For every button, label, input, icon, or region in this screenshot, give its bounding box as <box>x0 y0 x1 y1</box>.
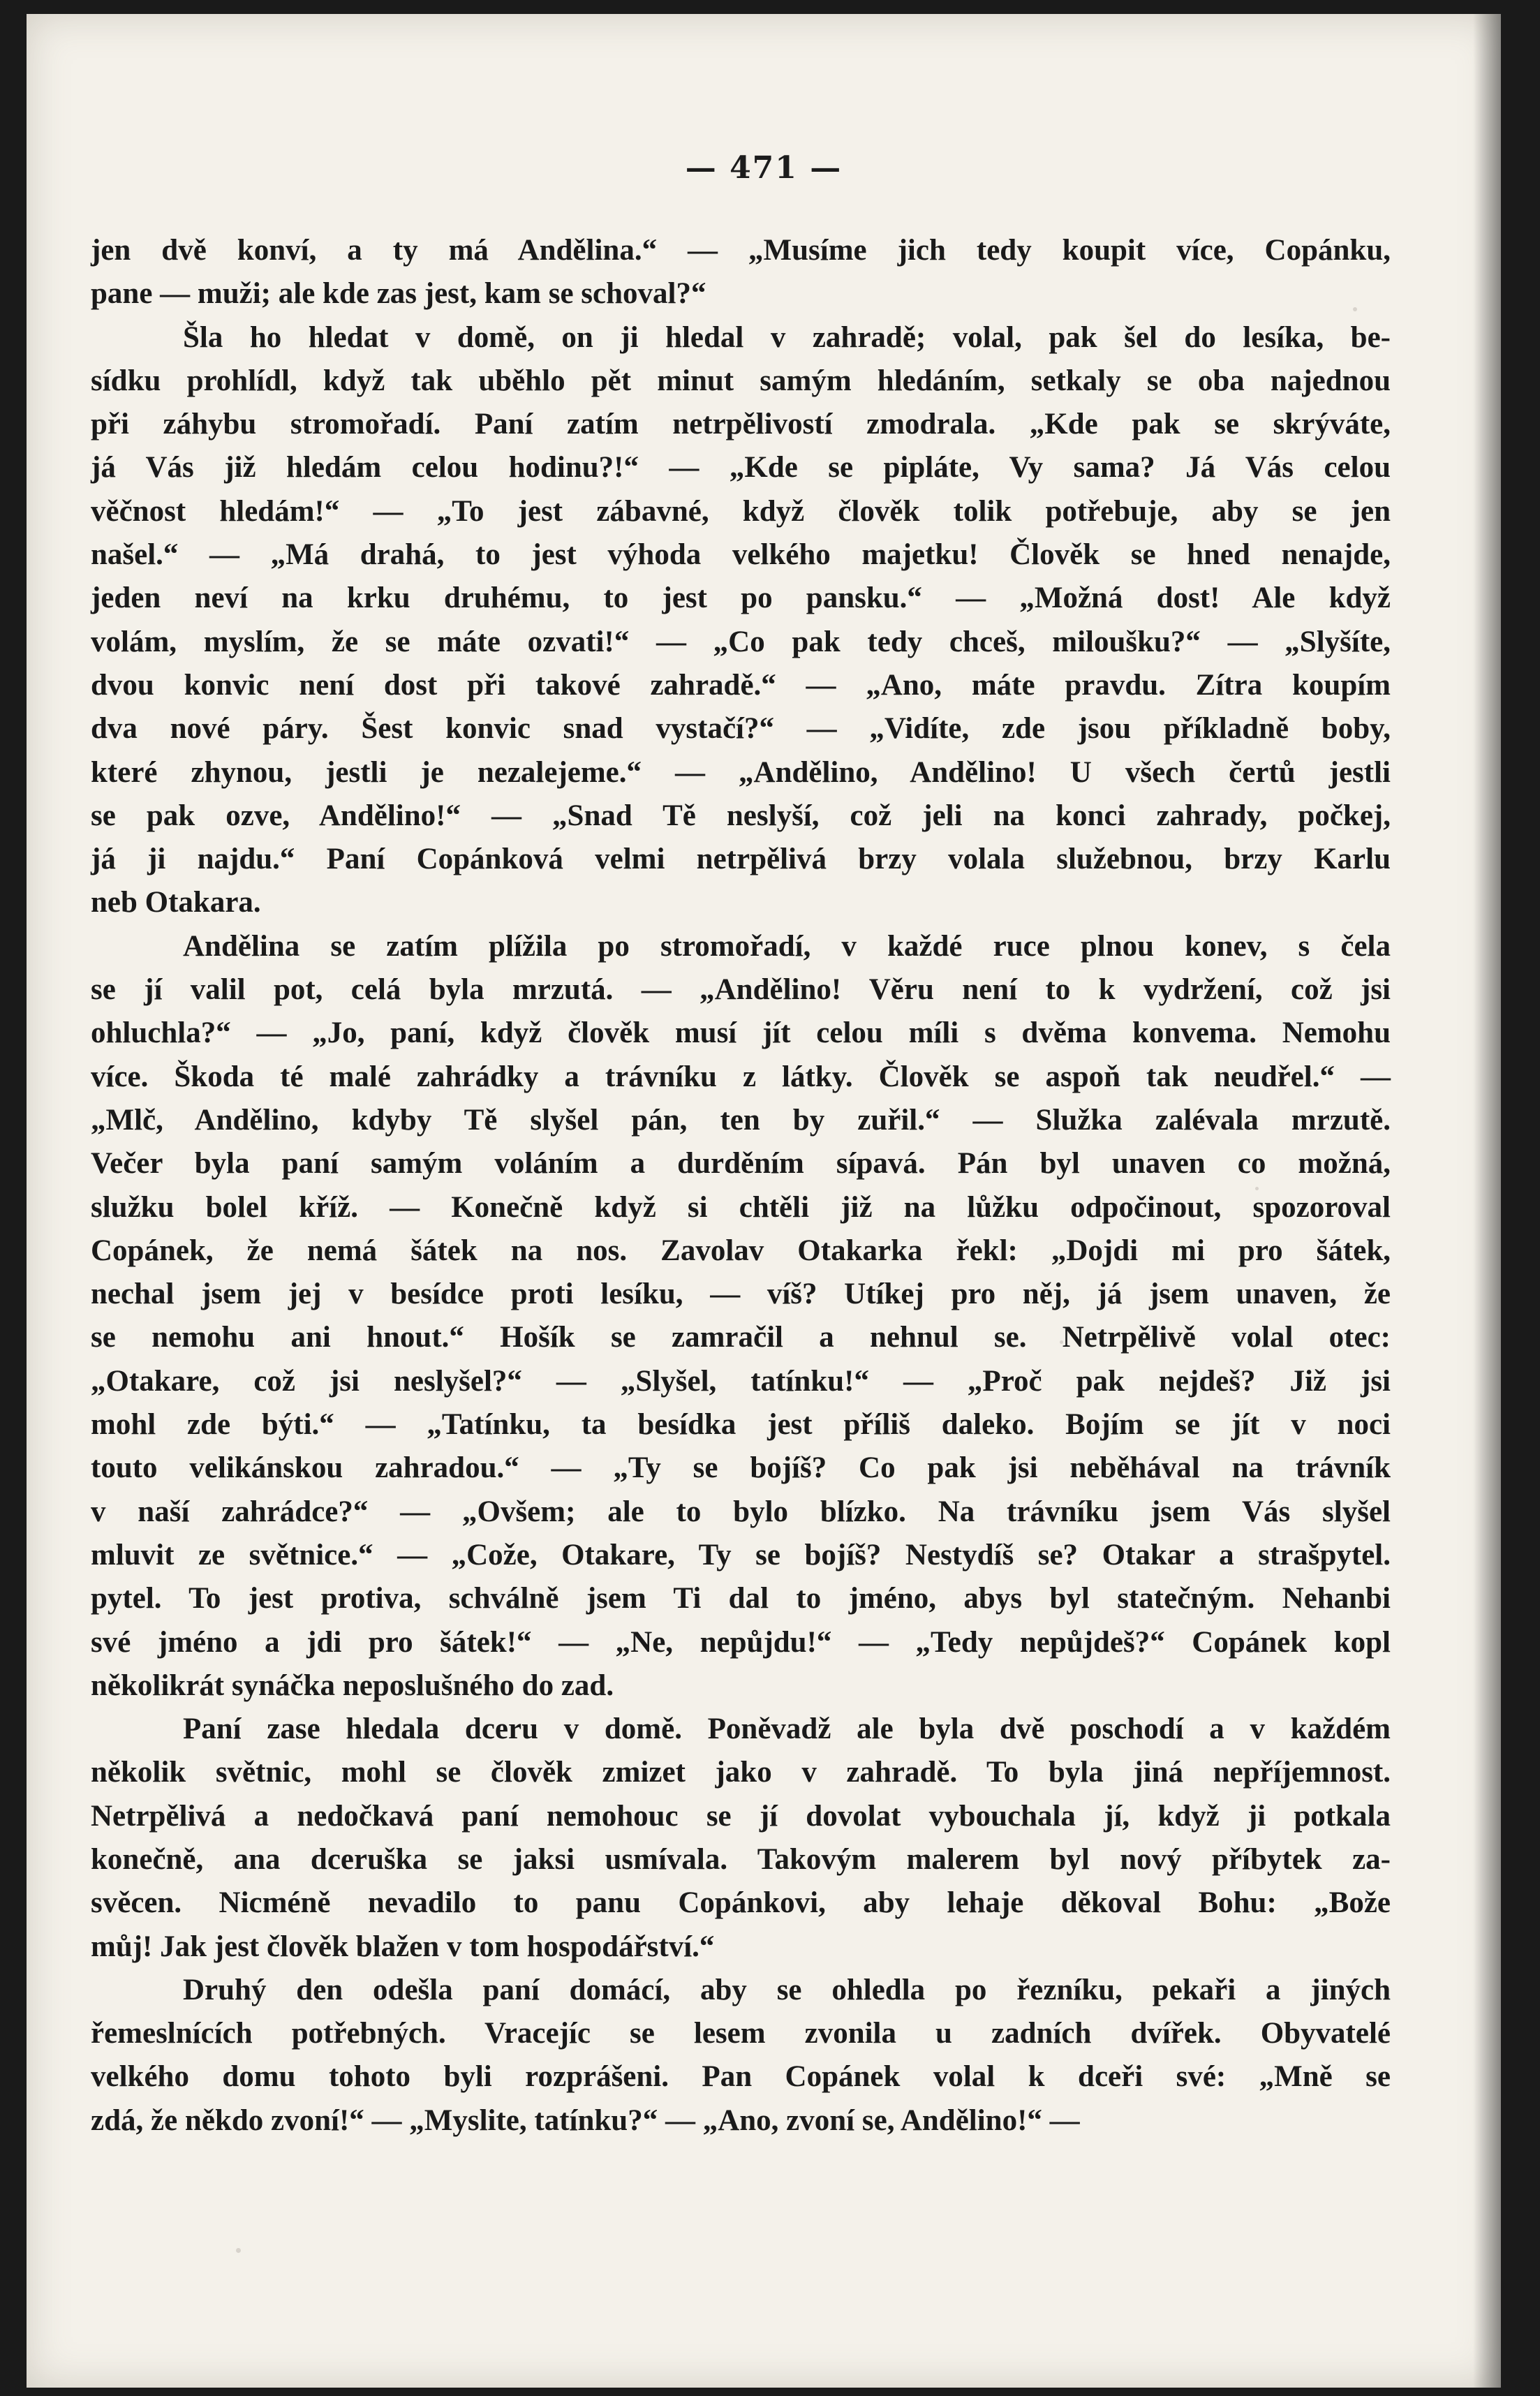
text-line: Paní zase hledala dceru v domě. Poněvadž ale byla dvě poschodí a v každém <box>183 1713 1391 1746</box>
text-line: v naší zahrádce?“ — „Ovšem; ale to bylo blízko. Na trávníku jsem Vás slyšel <box>91 1495 1391 1528</box>
text-line: dva nové páry. Šest konvic snad vystačí?“ — „Vidíte, zde jsou příkladně boby, <box>91 712 1391 746</box>
text-line: velkého domu tohoto byli rozprášeni. Pan Copánek volal k dceři své: „Mně se <box>91 2060 1391 2094</box>
text-line: nechal jsem jej v besídce proti lesíku, — víš? Utíkej pro něj, já jsem unaven, že <box>91 1278 1391 1311</box>
text-line: neb Otakara. <box>91 886 261 919</box>
text-line: Netrpělivá a nedočkavá paní nemohouc se jí dovolat vybouchala jí, když ji potkala <box>91 1799 1391 1833</box>
text-line: „Mlč, Andělino, kdyby Tě slyšel pán, ten by zuřil.“ — Služka zalévala mrzutě. <box>91 1103 1391 1137</box>
text-line: řemeslnících potřebných. Vracejíc se lesem zvonila u zadních dvířek. Obyvatelé <box>91 2017 1391 2050</box>
paragraph <box>91 229 1391 316</box>
text-line: Copánek, že nemá šátek na nos. Zavolav Otakarka řekl: „Dojdi mi pro šátek, <box>91 1234 1391 1267</box>
text-line: se nemohu ani hnout.“ Hošík se zamračil a nehnul se. Netrpělivě volal otec: <box>91 1321 1391 1354</box>
paragraph <box>91 925 1391 1708</box>
text-line: dvou konvic není dost při takové zahradě.“ — „Ano, máte pravdu. Zítra koupím <box>91 668 1391 702</box>
text-line: já ji najdu.“ Paní Copánková velmi netrpělivá brzy volala služebnou, brzy Karlu <box>91 843 1391 876</box>
body-text <box>91 229 1391 2143</box>
text-line: Večer byla paní samým voláním a durděním sípavá. Pán byl unaven co možná, <box>91 1147 1391 1181</box>
text-line: našel.“ — „Má drahá, to jest výhoda velkého majetku! Člověk se hned nenajde, <box>91 538 1391 572</box>
paragraph <box>91 1708 1391 1969</box>
text-line: konečně, ana dceruška se jaksi usmívala. Takovým malerem byl nový příbytek za- <box>91 1842 1391 1876</box>
text-line: jen dvě konví, a ty má Andělina.“ — „Musíme jich tedy koupit více, Copánku, <box>91 234 1391 267</box>
page-number: — 471 — <box>685 150 843 186</box>
text-line: několik světnic, mohl se člověk zmizet jako v zahradě. To byla jiná nepříjemnost. <box>91 1756 1391 1789</box>
text-line: které zhynou, jestli je nezalejeme.“ — „Andělino, Andělino! U všech čertů jestli <box>91 755 1391 789</box>
text-line: služku bolel kříž. — Konečně když si chtěli již na lůžku odpočinout, spozoroval <box>91 1190 1391 1224</box>
text-line: touto velikánskou zahradou.“ — „Ty se bojíš? Co pak jsi neběhával na trávník <box>91 1451 1391 1485</box>
text-line: svěcen. Nicméně nevadilo to panu Copánkovi, aby lehaje děkoval Bohu: „Bože <box>91 1886 1391 1920</box>
text-line: se jí valil pot, celá byla mrzutá. — „Andělino! Věru není to k vydržení, což jsi <box>91 973 1391 1007</box>
text-line: můj! Jak jest člověk blažen v tom hospodářství.“ <box>91 1930 715 1963</box>
text-line: jeden neví na krku druhému, to jest po pansku.“ — „Možná dost! Ale když <box>91 582 1391 615</box>
page-edge-shadow <box>1473 14 1501 2388</box>
text-line: své jméno a jdi pro šátek!“ — „Ne, nepůjdu!“ — „Tedy nepůjdeš?“ Copánek kopl <box>91 1625 1391 1659</box>
paragraph <box>91 1969 1391 2143</box>
text-line: sídku prohlídl, když tak uběhlo pět minut samým hledáním, setkaly se oba najednou <box>91 364 1391 397</box>
book-page <box>27 14 1501 2388</box>
text-line: více. Škoda té malé zahrádky a trávníku z látky. Člověk se aspoň tak neudřel.“ — <box>91 1060 1391 1093</box>
paper-speckle <box>236 2248 241 2253</box>
text-line: několikrát synáčka neposlušného do zad. <box>91 1669 614 1702</box>
text-line: zdá, že někdo zvoní!“ — „Myslite, tatínku?“ — „Ano, zvoní se, Andělino!“ — <box>91 2103 1080 2137</box>
text-line: mluvit ze světnice.“ — „Cože, Otakare, Ty se bojíš? Nestydíš se? Otakar a strašpytel. <box>91 1538 1391 1572</box>
text-line: Druhý den odešla paní domácí, aby se ohledla po řezníku, pekaři a jiných <box>183 1973 1391 2006</box>
text-line: mohl zde býti.“ — „Tatínku, ta besídka jest příliš daleko. Bojím se jít v noci <box>91 1408 1391 1442</box>
text-line: volám, myslím, že se máte ozvati!“ — „Co pak tedy chceš, miloušku?“ — „Slyšíte, <box>91 625 1391 658</box>
text-line: ohluchla?“ — „Jo, paní, když člověk musí jít celou míli s dvěma konvema. Nemohu <box>91 1016 1391 1050</box>
text-line: Šla ho hledat v domě, on ji hledal v zahradě; volal, pak šel do lesíka, be- <box>183 320 1391 354</box>
text-line: se pak ozve, Andělino!“ — „Snad Tě neslyší, což jeli na konci zahrady, počkej, <box>91 799 1391 832</box>
text-line: pane — muži; ale kde zas jest, kam se schoval?“ <box>91 277 706 311</box>
text-line: pytel. To jest protiva, schválně jsem Ti dal to jméno, abys byl statečným. Nehanbi <box>91 1582 1391 1615</box>
text-line: věčnost hledám!“ — „To jest zábavné, když člověk tolik potřebuje, aby se jen <box>91 494 1391 528</box>
text-line: Andělina se zatím plížila po stromořadí, v každé ruce plnou konev, s čela <box>183 929 1391 963</box>
text-line: já Vás již hledám celou hodinu?!“ — „Kde se pipláte, Vy sama? Já Vás celou <box>91 451 1391 485</box>
text-line: „Otakare, což jsi neslyšel?“ — „Slyšel, tatínku!“ — „Proč pak nejdeš? Již jsi <box>91 1364 1391 1398</box>
paragraph <box>91 316 1391 925</box>
text-line: při záhybu stromořadí. Paní zatím netrpělivostí zmodrala. „Kde pak se skrýváte, <box>91 408 1391 441</box>
